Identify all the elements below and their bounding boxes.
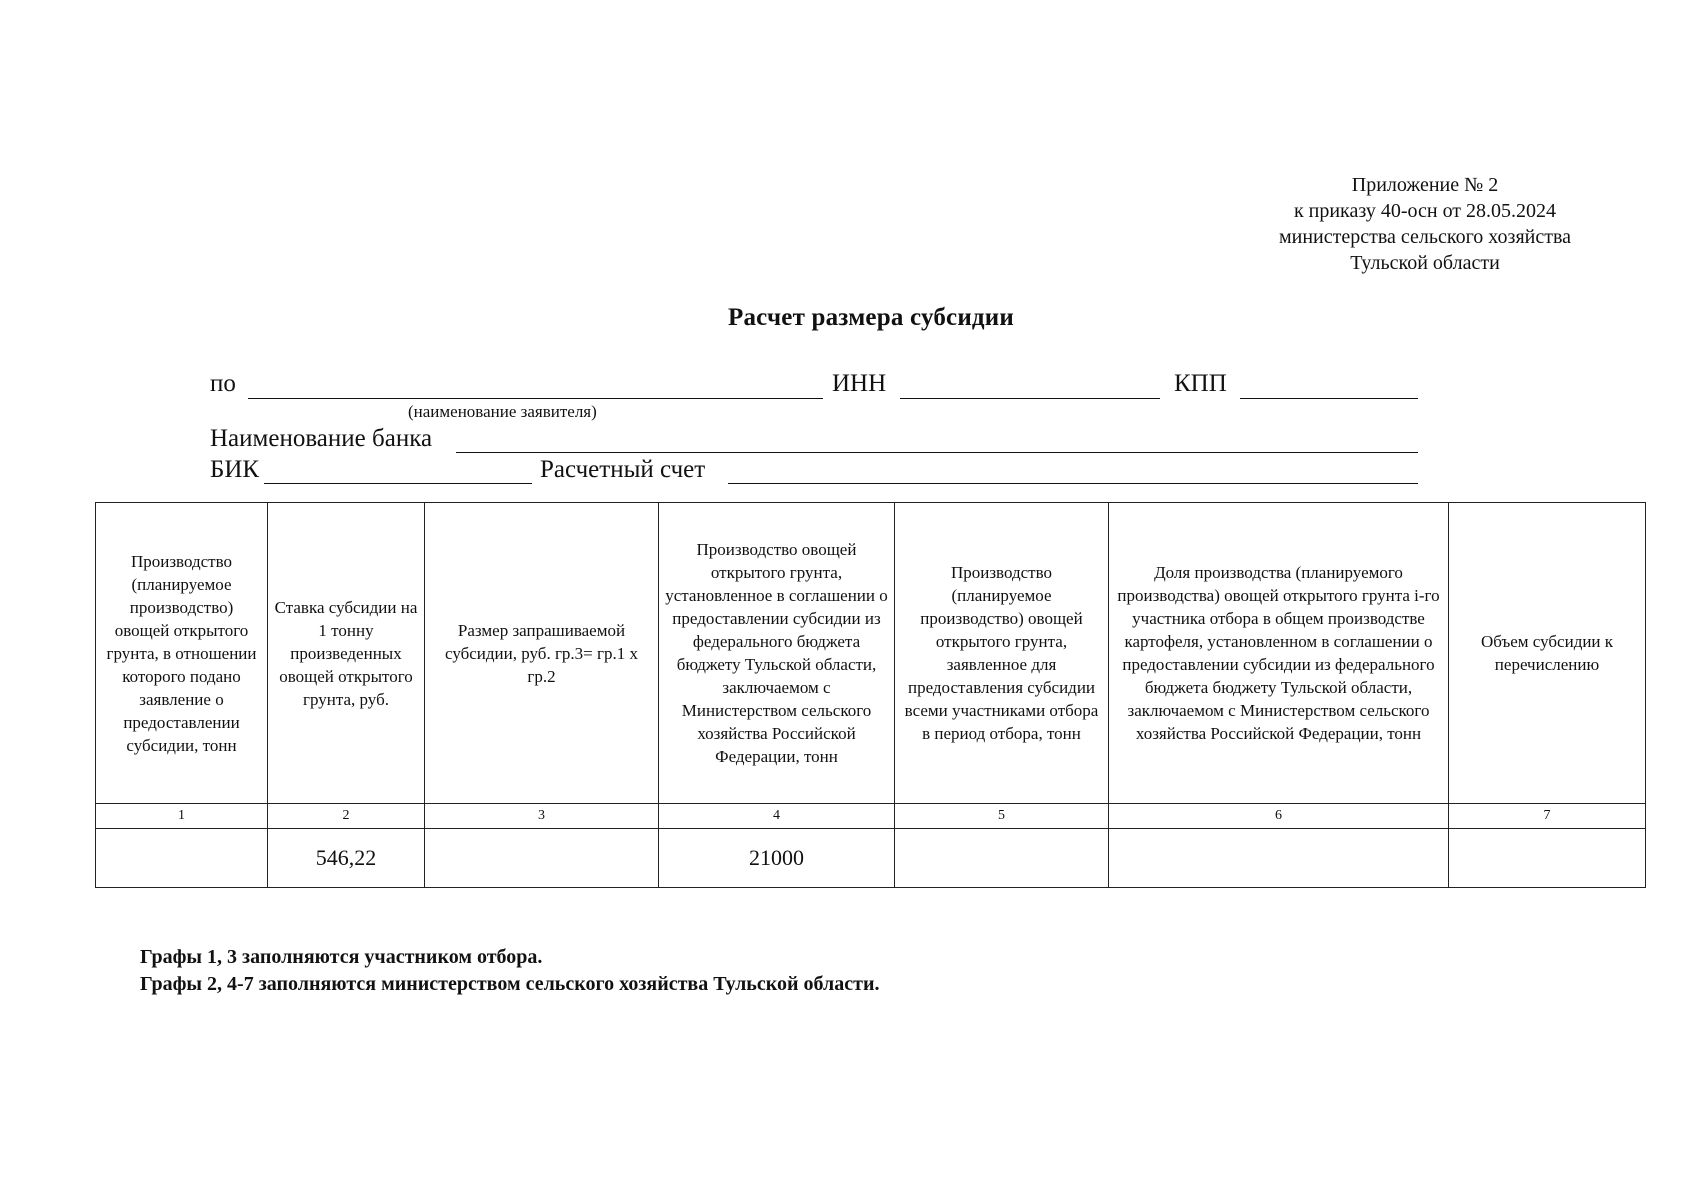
value-requested-cell[interactable] (425, 829, 659, 888)
bank-label: Наименование банка (210, 425, 433, 452)
value-share-cell (1109, 829, 1449, 888)
annex-ministry: министерства сельского хозяйства (1278, 226, 1572, 248)
applicant-caption: (наименование заявителя) (408, 402, 597, 421)
account-label: Расчетный счет (540, 456, 706, 483)
header-col-4: Производство овощей открытого грунта, установленное в соглашении о предоставлении субсидии из федерального бюджета бюджету Тульской области, заключаемом с Министерством сельского хозяйства Российской Федерации, тонн (659, 503, 895, 804)
table-row (96, 829, 1646, 888)
header-col-7: Объем субсидии к перечислению (1449, 503, 1646, 804)
annex-order: к приказу 40-осн от 28.05.2024 (1293, 200, 1557, 222)
col-number-2: 2 (268, 804, 425, 829)
value-rate-cell: 546,22 (268, 829, 425, 888)
account-line[interactable] (728, 483, 1418, 484)
bik-line[interactable] (264, 483, 532, 484)
header-col-1: Производство (планируемое производство) овощей открытого грунта, в отношении которого подано заявление о предоставлении субсидии, тонн (96, 503, 268, 804)
po-label: по (210, 370, 236, 397)
column-number-row (96, 804, 1646, 829)
header-col-2: Ставка субсидии на 1 тонну произведенных овощей открытого грунта, руб. (268, 503, 425, 804)
kpp-label: КПП (1174, 370, 1227, 397)
document-title: Расчет размера субсидии (728, 304, 1014, 331)
col-number-4: 4 (659, 804, 895, 829)
col-number-1: 1 (96, 804, 268, 829)
table-header-row (96, 503, 1646, 804)
kpp-line[interactable] (1240, 398, 1418, 399)
value-total-declared-cell (895, 829, 1109, 888)
value-transfer-cell (1449, 829, 1646, 888)
note-ministry: Графы 2, 4-7 заполняются министерством сельского хозяйства Тульской области. (140, 973, 880, 995)
notes-block (140, 944, 879, 998)
header-col-3: Размер запрашиваемой субсидии, руб. гр.3= гр.1 x гр.2 (425, 503, 659, 804)
applicant-name-line[interactable] (248, 398, 823, 399)
value-production-cell[interactable] (96, 829, 268, 888)
subsidy-calculation-table (95, 502, 1646, 888)
bik-label: БИК (210, 456, 260, 483)
annex-number: Приложение № 2 (1351, 174, 1499, 196)
value-agreement-cell: 21000 (659, 829, 895, 888)
col-number-6: 6 (1109, 804, 1449, 829)
annex-block (1200, 172, 1650, 276)
bank-name-line[interactable] (456, 452, 1418, 453)
header-col-5: Производство (планируемое производство) овощей открытого грунта, заявленное для предоставления субсидии всеми участниками отбора в период отбора, тонн (895, 503, 1109, 804)
note-participant: Графы 1, 3 заполняются участником отбора. (140, 946, 543, 968)
col-number-3: 3 (425, 804, 659, 829)
col-number-7: 7 (1449, 804, 1646, 829)
col-number-5: 5 (895, 804, 1109, 829)
header-col-6: Доля производства (планируемого производства) овощей открытого грунта i-го участника отбора в общем производстве картофеля, установленном в соглашении о предоставлении субсидии из федерального бюджета бюджету Тульской области, заключаемом с Министерством сельского хозяйства Российской Федерации, тонн (1109, 503, 1449, 804)
inn-label: ИНН (832, 370, 887, 397)
inn-line[interactable] (900, 398, 1160, 399)
annex-region: Тульской области (1350, 252, 1500, 274)
